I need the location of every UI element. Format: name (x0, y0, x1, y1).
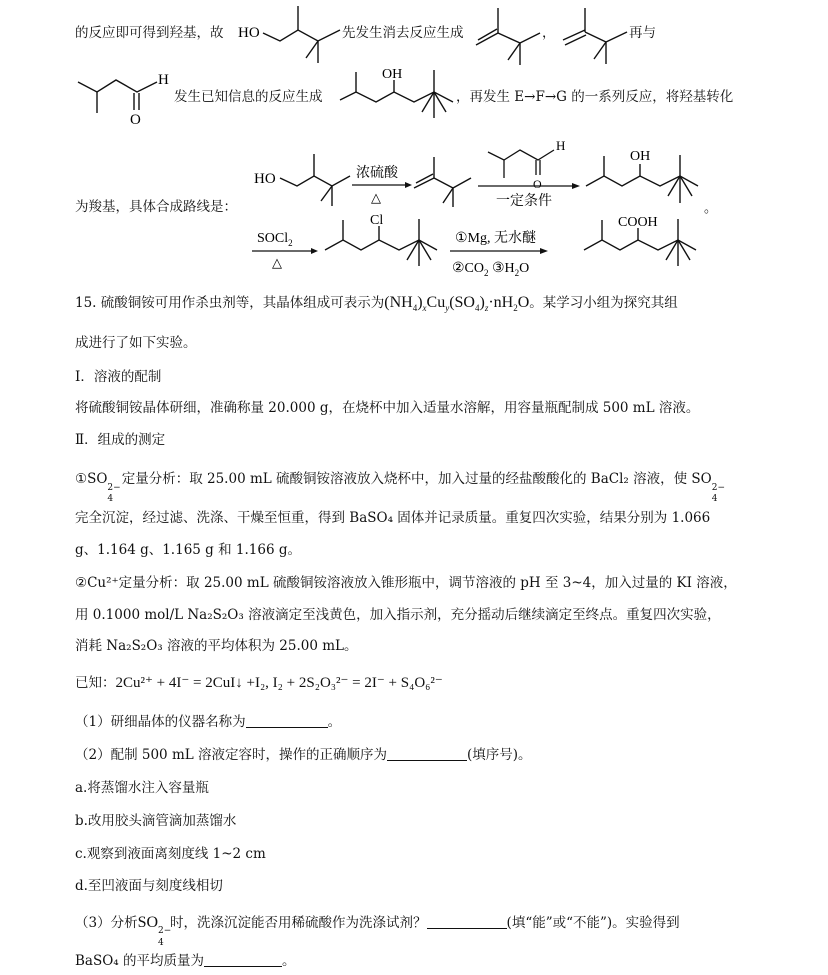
intro-text-5: ，再发生 E→F→G 的一系列反应，将羟基转化 (456, 89, 734, 105)
oh-label-1: OH (382, 67, 403, 82)
sulfate-analysis-line-3: g、1.164 g、1.165 g 和 1.166 g。 (75, 542, 301, 558)
equation-text: 2Cu²⁺ + 4I⁻ = 2CuI↓ +I₂, I₂ + 2S₂O₃²⁻ = 2I⁻ + S₄O₆²⁻ (115, 675, 443, 691)
comma: ， (542, 25, 556, 41)
aldehyde-o-label: O (130, 112, 141, 128)
section-2-heading: Ⅱ．组成的测定 (75, 432, 166, 448)
oh-label-2: OH (630, 149, 651, 164)
option-a: a.将蒸馏水注入容量瓶 (75, 780, 209, 796)
answer-blank-4[interactable] (204, 952, 282, 967)
question-1: （1）研细晶体的仪器名称为 。 (75, 714, 342, 730)
sulfate-analysis-line-2: 完全沉淀，经过滤、洗涤、干燥至恒重，得到 BaSO₄ 固体并记录质量。重复四次实验，结果分别为 1.066 (75, 510, 711, 526)
aldehyde-h-label: H (158, 72, 169, 88)
reagent-mg-ether: ①Mg, 无水醚 (455, 231, 536, 246)
option-c: c.观察到液面离刻度线 1~2 cm (75, 846, 266, 862)
ho-label-2: HO (254, 171, 276, 187)
question-2: （2）配制 500 mL 溶液定容时，操作的正确顺序为 (填序号)。 (75, 747, 532, 763)
q15-line-1 (75, 294, 678, 312)
intro-text-4: 发生已知信息的反应生成 (174, 89, 323, 105)
crystal-formula: $(NH_4)_xCu_y(SO_4)_z\cdot nH_2O$ (384, 294, 530, 314)
question-3-line-2: BaSO₄ 的平均质量为 。 (75, 953, 296, 969)
option-b: b.改用胶头滴管滴加蒸馏水 (75, 813, 237, 829)
answer-blank-2[interactable] (387, 746, 467, 761)
sulfate-analysis-line-1: ①SO 4 2− 定量分析：取 25.00 mL 硫酸铜铵溶液放入烧杯中，加入过量的经盐酸酸化的 BaCl₂ 溶液，使 SO 4 2− (75, 471, 725, 504)
question-3: （3）分析SO 4 2− 时，洗涤沉淀能否用稀硫酸作为洗涤试剂？ (填“能”或“不能”)。实验得到 (75, 914, 680, 948)
intro-text-3: 再与 (629, 25, 656, 41)
intro-text-6: 为羧基，具体合成路线是： (75, 199, 237, 215)
intro-text-1: 的反应即可得到羟基，故 (75, 25, 224, 41)
section-1-text: 将硫酸铜铵晶体研细，准确称量 20.000 g，在烧杯中加入适量水溶解，用容量瓶配制成 500 mL 溶液。 (75, 400, 700, 416)
known-equations: 已知：2Cu²⁺ + 4I⁻ = 2CuI↓ +I₂, I₂ + 2S₂O₃²⁻ = 2I⁻ + S₄O₆²⁻ (75, 675, 443, 691)
copper-analysis-line-1: ②Cu²⁺定量分析：取 25.00 mL 硫酸铜铵溶液放入锥形瓶中，调节溶液的 pH 至 3~4，加入过量的 KI 溶液， (75, 575, 737, 591)
answer-blank-1[interactable] (246, 713, 328, 728)
q15-lead: 15. 硫酸铜铵可用作杀虫剂等，其晶体组成可表示为 (75, 295, 385, 311)
route-period: 。 (704, 200, 718, 215)
section-1-heading: Ⅰ．溶液的配制 (75, 369, 162, 385)
q15-tail: 。某学习小组为探究其组 (529, 295, 678, 311)
heat-symbol-1: △ (371, 190, 381, 205)
reagent-conc-sulfuric: 浓硫酸 (356, 166, 398, 181)
cooh-label: COOH (618, 215, 658, 230)
intro-text-2: 先发生消去反应生成 (342, 25, 464, 41)
reagent-socl2: SOCl$_2$ (257, 231, 293, 248)
copper-analysis-line-2: 用 0.1000 mol/L Na₂S₂O₃ 溶液滴定至浅黄色，加入指示剂，充分摇动后继续滴定至终点。重复四次实验， (75, 607, 721, 623)
option-d: d.至凹液面与刻度线相切 (75, 878, 223, 894)
route-aldehyde-h: H (556, 138, 566, 153)
route-aldehyde-o: O (533, 177, 542, 191)
cl-label: Cl (370, 213, 384, 228)
answer-blank-3[interactable] (427, 914, 507, 929)
ho-label: HO (238, 25, 260, 41)
reagent-certain-conditions: 一定条件 (496, 194, 552, 209)
reagent-co2-h2o: $②CO_2$ $③H_2O$ (452, 261, 530, 278)
q15-line-2: 成进行了如下实验。 (75, 335, 197, 351)
heat-symbol-2: △ (272, 255, 282, 270)
copper-analysis-line-3: 消耗 Na₂S₂O₃ 溶液的平均体积为 25.00 mL。 (75, 638, 358, 654)
